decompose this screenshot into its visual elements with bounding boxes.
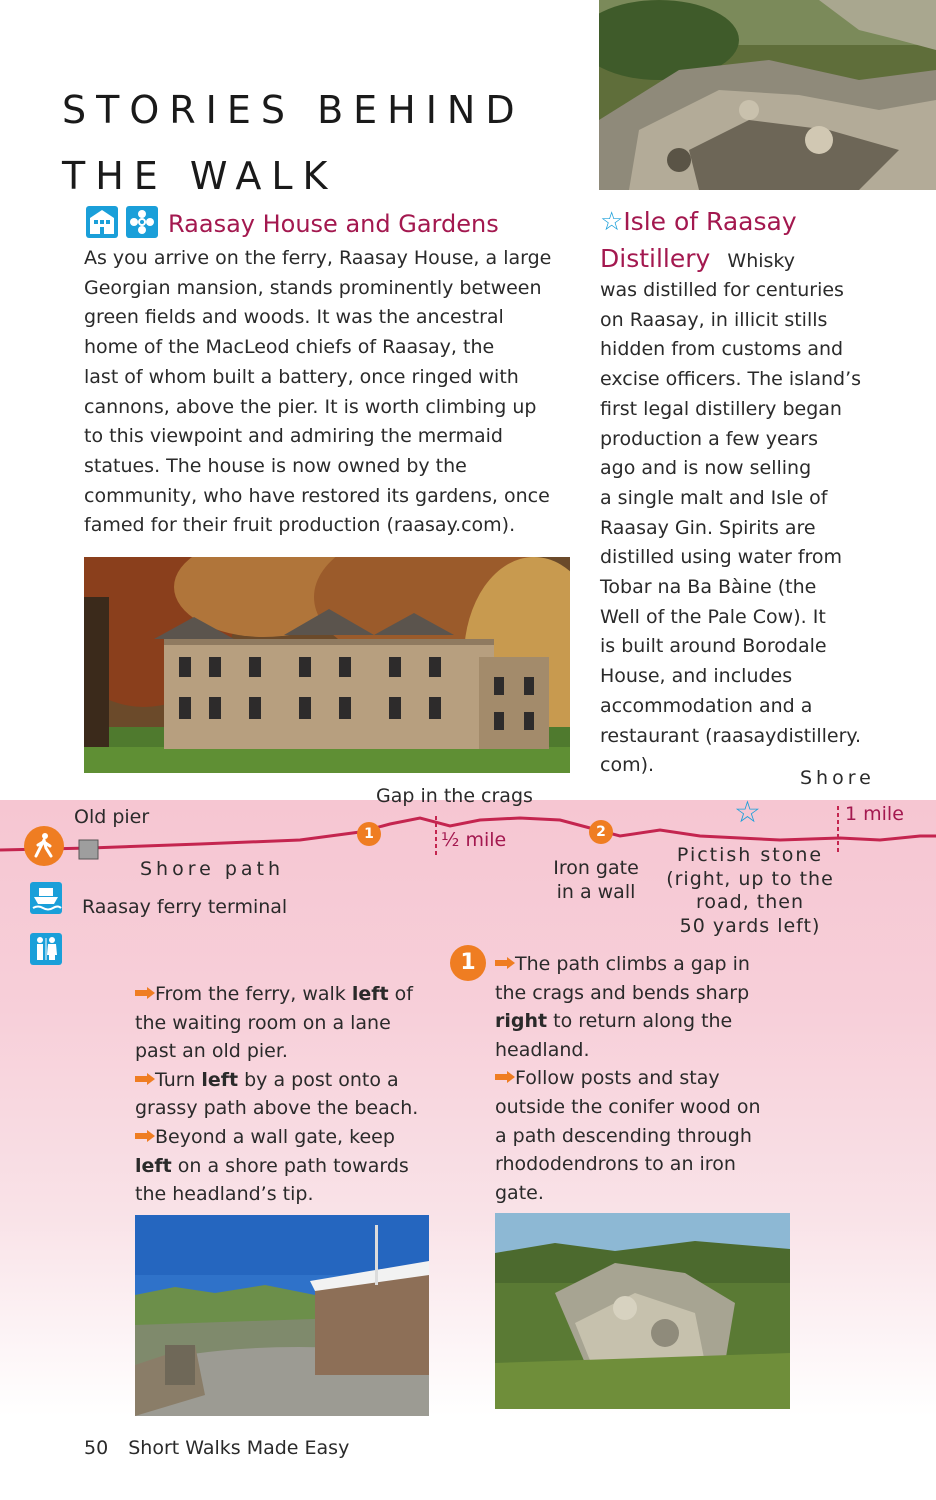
pictish-stone-label: Pictish stone (right, up to the road, then 50 yards left) <box>666 844 834 937</box>
page-footer <box>84 1437 349 1459</box>
arrow-icon <box>495 1071 515 1083</box>
star-icon: ☆ <box>600 207 624 237</box>
directions-left: From the ferry, walk left of the waiting room on a lane past an old pier. Turn left by a post onto a grassy path above the beach. Beyond a wall gate, keep left on a shore path towards the headland’s tip. <box>135 983 419 1206</box>
headland-rocks-photo <box>495 1213 790 1409</box>
building-icon <box>86 206 118 238</box>
section-title-line1: STORIES BEHIND <box>62 88 525 132</box>
step-badge-1: 1 <box>450 945 486 981</box>
distillery-first-line: Distillery Whisky <box>600 244 795 273</box>
waypoint-badge-1: 1 <box>357 822 381 846</box>
old-pier-marker <box>79 840 98 859</box>
ferry-icon <box>30 882 62 914</box>
arrow-icon <box>135 1073 155 1085</box>
one-mile-label: 1 mile <box>845 803 904 825</box>
distillery-heading: ☆Isle of Raasay <box>600 207 797 237</box>
ferry-terminal-label: Raasay ferry terminal <box>82 896 288 918</box>
iron-gate-label: Iron gate in a wall <box>553 857 639 903</box>
distillery-text: was distilled for centuries on Raasay, in illicit stills hidden from customs and excise officers. The island’s first legal distillery began production a few years ago and is now selling a single malt and Isle of Raasay Gin. Spirits are distilled using water from Tobar na Ba Bàine (the Well of the Pale Cow). It is built around Borodale House, and includes accommodation and a restaurant (raasaydistillery. com). <box>600 279 862 777</box>
old-pier-label: Old pier <box>74 806 150 828</box>
gap-label: Gap in the crags <box>376 785 533 807</box>
ferry-terminal-photo <box>135 1215 429 1416</box>
book-title: Short Walks Made Easy <box>128 1437 350 1459</box>
star-icon: ☆ <box>734 795 761 830</box>
shore-top-label: Shore <box>800 767 875 789</box>
raasay-house-photo <box>84 557 570 773</box>
crags-photo-top <box>599 0 936 190</box>
half-mile-label: ½ mile <box>441 829 507 851</box>
waypoint-badge-2: 2 <box>589 820 613 844</box>
shore-path-label: Shore path <box>140 858 285 880</box>
arrow-icon <box>135 1130 155 1142</box>
raasay-house-text: As you arrive on the ferry, Raasay House, a large Georgian mansion, stands prominently between green fields and woods. It was the ancestral home of the MacLeod chiefs of Raasay, the last of whom built a battery, once ringed with cannons, above the pier. It is worth climbing up to this viewpoint and admiring the mermaid statues. The house is now owned by the community, who have restored its gardens, once famed for their fruit production (raasay.com). <box>84 247 552 537</box>
section-title-line2: THE WALK <box>62 154 338 198</box>
arrow-icon <box>495 957 515 969</box>
walker-icon <box>24 826 64 866</box>
arrow-icon <box>135 987 155 999</box>
raasay-house-heading: Raasay House and Gardens <box>168 210 499 238</box>
distillery-heading-line2: Distillery <box>600 244 711 273</box>
page-number: 50 <box>84 1437 109 1459</box>
directions-right: The path climbs a gap in the crags and bends sharp right to return along the headland. Follow posts and stay outside the conifer wood on a path descending through rhododendrons to an iron gate. <box>495 953 761 1204</box>
garden-icon <box>126 206 158 238</box>
toilets-icon <box>30 933 62 965</box>
